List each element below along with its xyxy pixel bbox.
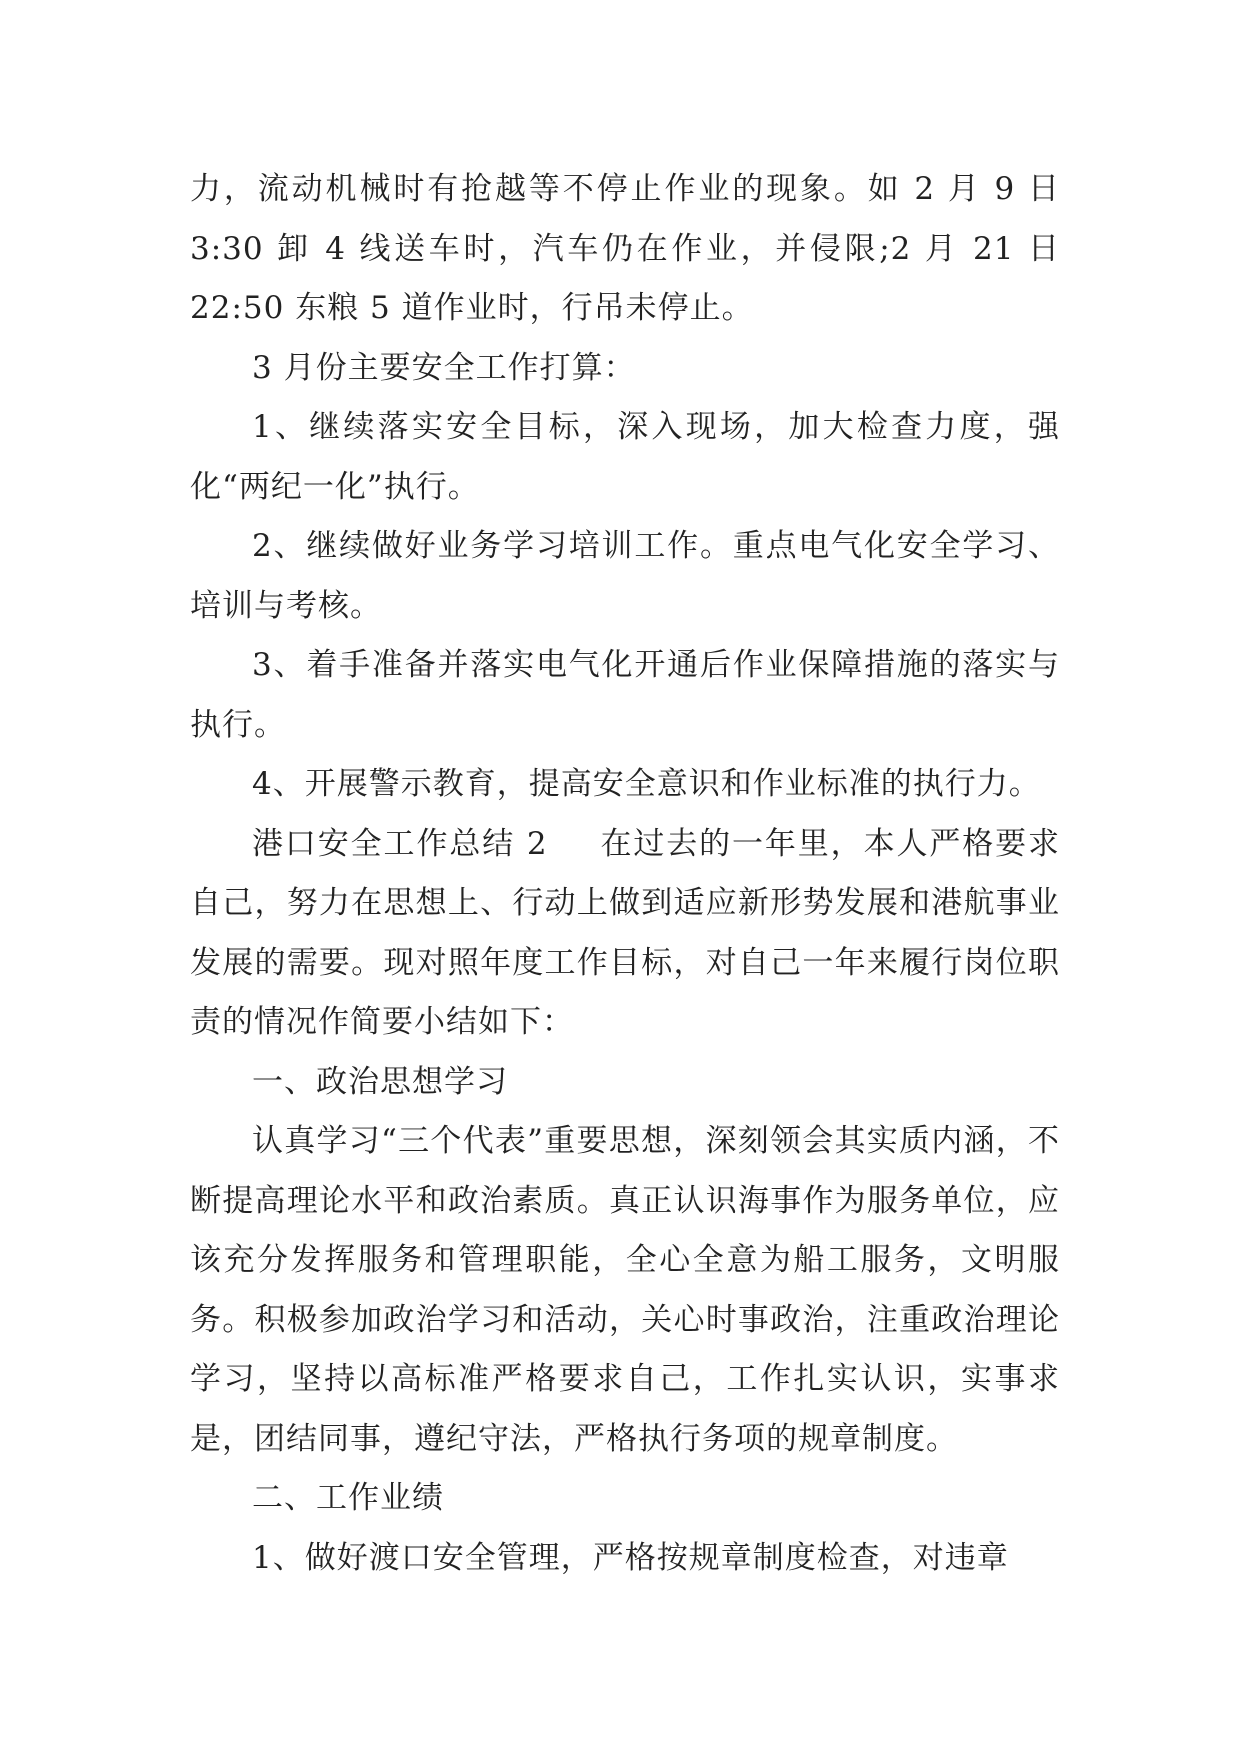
heading-political-study: 一、政治思想学习 — [252, 1063, 508, 1100]
paragraph-summary-2-intro — [190, 815, 1060, 1053]
paragraph-plan-item-2: 2、继续做好业务学习培训工作。重点电气化安全学习、培训与考核。 — [190, 528, 1060, 624]
heading-work-performance: 二、工作业绩 — [252, 1480, 444, 1516]
paragraph-march-plan-heading: 3 月份主要安全工作打算： — [252, 349, 636, 386]
paragraph-plan-item-3: 3、着手准备并落实电气化开通后作业保障措施的落实与执行。 — [190, 647, 1060, 743]
paragraph-incident-examples: 力，流动机械时有抢越等不停止作业的现象。如 2 月 9 日 3:30 卸 4 线送车时，汽车仍在作业，并侵限;2 月 21 日 22:50 东粮 5 道作业时，行吊未停止。 — [190, 171, 1060, 326]
document-body — [190, 160, 1060, 1588]
paragraph-political-study: 认真学习“三个代表”重要思想，深刻领会其实质内涵，不断提高理论水平和政治素质。真正认识海事作为服务单位，应该充分发挥服务和管理职能，全心全意为船工服务，文明服务。积极参加政治学习和活动，关心时事政治，注重政治理论学习，坚持以高标准严格要求自己，工作扎实认识，实事求是，团结同事，遵纪守法，严格执行务项的规章制度。 — [190, 1123, 1060, 1457]
paragraph-plan-item-4: 4、开展警示教育，提高安全意识和作业标准的执行力。 — [252, 766, 1041, 802]
section-title-summary-2: 港口安全工作总结 2 — [252, 825, 548, 862]
summary-2-intro-text: 在过去的一年里，本人严格要求自己，努力在思想上、行动上做到适应新形势发展和港航事业发展的需要。现对照年度工作目标，对自己一年来履行岗位职责的情况作简要小结如下： — [190, 825, 1061, 1040]
paragraph-work-item-1: 1、做好渡口安全管理，严格按规章制度检查，对违章 — [252, 1539, 1009, 1576]
paragraph-plan-item-1: 1、继续落实安全目标，深入现场，加大检查力度，强化“两纪一化”执行。 — [190, 409, 1060, 505]
